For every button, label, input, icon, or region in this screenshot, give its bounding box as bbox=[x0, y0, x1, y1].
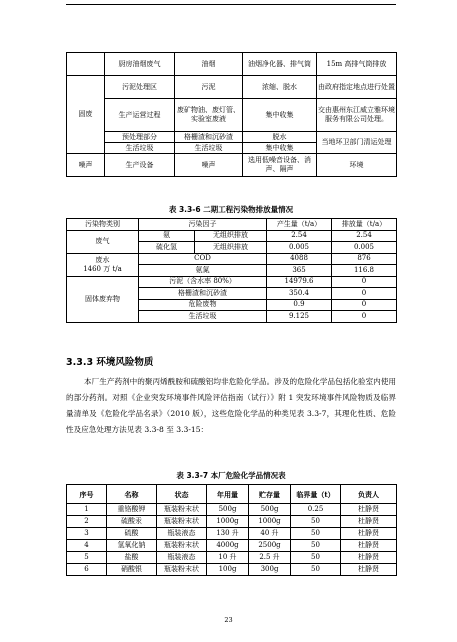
column-header: 临界量（t） bbox=[291, 485, 341, 504]
table-cell: 0.005 bbox=[332, 242, 397, 254]
table-cell: 杜静贤 bbox=[341, 528, 397, 540]
table-row bbox=[67, 99, 397, 132]
table-cell: 4000g bbox=[207, 540, 249, 552]
table-row bbox=[67, 154, 397, 177]
table-cell: 生活垃圾 bbox=[139, 311, 267, 323]
table-row bbox=[67, 528, 397, 540]
table-cell: 交由惠州东江威立雅环境服务有限公司处理。 bbox=[317, 99, 397, 132]
column-header: 状态 bbox=[157, 485, 207, 504]
table-cell: 2.5 升 bbox=[249, 552, 291, 564]
table-cell: 0 bbox=[332, 276, 397, 288]
column-header: 排放量（t/a） bbox=[332, 219, 397, 231]
table-cell: 预处理部分 bbox=[105, 132, 175, 143]
table-cell: 365 bbox=[267, 265, 332, 277]
table-cell: 硫化氢 bbox=[139, 242, 195, 254]
table-caption: 表 3.3-6 二期工程污染物排放量情况 bbox=[168, 205, 294, 214]
table-header-row bbox=[67, 219, 397, 231]
table-cell: 500g bbox=[207, 504, 249, 516]
table-cell: 瓶装粉末状 bbox=[157, 504, 207, 516]
table-header-row bbox=[67, 485, 397, 504]
table-cell: 杜静贤 bbox=[341, 552, 397, 564]
table-cell: 瓶装粉末状 bbox=[157, 564, 207, 576]
table-caption: 表 3.3-7 本厂危险化学品情况表 bbox=[176, 471, 286, 480]
table-row bbox=[67, 552, 397, 564]
column-header: 产生量（t/a） bbox=[267, 219, 332, 231]
table-cell: 10 升 bbox=[207, 552, 249, 564]
table-row bbox=[67, 540, 397, 552]
table-cell: 污泥 bbox=[175, 76, 243, 99]
table-cell: 杜静贤 bbox=[341, 516, 397, 528]
table-cell: 3 bbox=[67, 528, 107, 540]
table-cell: 14979.6 bbox=[267, 276, 332, 288]
section-heading: 3.3.3 环境风险物质 bbox=[66, 357, 154, 368]
table-cell: 无组织排放 bbox=[195, 242, 267, 254]
table-cell: 50 bbox=[291, 528, 341, 540]
table-cell: 15m 高排气筒排放 bbox=[317, 53, 397, 76]
table-cell: 杜静贤 bbox=[341, 504, 397, 516]
table-cell bbox=[67, 53, 105, 76]
table-cell: 氨 bbox=[139, 230, 195, 242]
table-cell: 0.005 bbox=[267, 242, 332, 254]
table-cell: 876 bbox=[332, 253, 397, 265]
table-row bbox=[67, 504, 397, 516]
table-row bbox=[67, 132, 397, 143]
table-cell: 选用低噪音设备、消声、隔声 bbox=[243, 154, 317, 177]
column-header: 贮存量 bbox=[249, 485, 291, 504]
table-cell: 2500g bbox=[249, 540, 291, 552]
table-cell: 1000g bbox=[207, 516, 249, 528]
table-cell: 厨房油烟废气 bbox=[105, 53, 175, 76]
table-cell: 危险废物 bbox=[139, 299, 267, 311]
column-header: 污染物类别 bbox=[67, 219, 139, 231]
table-cell-category: 固废 bbox=[67, 76, 105, 154]
table-cell: 废矿物油、废灯管、实验室废液 bbox=[175, 99, 243, 132]
table-cell: 瓶装粉末状 bbox=[157, 516, 207, 528]
table-cell: 0 bbox=[332, 288, 397, 300]
table-row bbox=[67, 276, 397, 288]
pollution-control-table bbox=[66, 52, 397, 177]
table-row bbox=[67, 516, 397, 528]
table-cell: 0.25 bbox=[291, 504, 341, 516]
table-cell: 生活垃圾 bbox=[105, 143, 175, 154]
table-cell: 氢氧化钠 bbox=[107, 540, 157, 552]
table-cell: 无组织排放 bbox=[195, 230, 267, 242]
table-cell: 格栅渣和沉砂渣 bbox=[139, 288, 267, 300]
table-cell: 0 bbox=[332, 311, 397, 323]
category-sublabel: 1460 万 t/a bbox=[83, 264, 122, 273]
hazardous-chemicals-table bbox=[66, 484, 397, 576]
table-cell: 500g bbox=[249, 504, 291, 516]
table-cell: 环境 bbox=[317, 154, 397, 177]
table-cell: 瓶装液态 bbox=[157, 552, 207, 564]
column-header: 序号 bbox=[67, 485, 107, 504]
body-paragraph bbox=[66, 374, 396, 438]
table-cell: 0.9 bbox=[267, 299, 332, 311]
table-cell: 瓶装粉末状 bbox=[157, 540, 207, 552]
table-cell-category: 噪声 bbox=[67, 154, 105, 177]
table-cell: 9.125 bbox=[267, 311, 332, 323]
column-header: 年用量 bbox=[207, 485, 249, 504]
table-cell: 氨氮 bbox=[139, 265, 267, 277]
table-cell-category bbox=[67, 253, 139, 276]
table-cell: 污泥（含水率 80%） bbox=[139, 276, 267, 288]
header-rule bbox=[66, 4, 396, 5]
table-cell: 50 bbox=[291, 552, 341, 564]
column-header: 污染因子 bbox=[139, 219, 267, 231]
table-cell: 硫酸汞 bbox=[107, 516, 157, 528]
table-cell: 浓缩、脱水 bbox=[243, 76, 317, 99]
table-cell: 生活垃圾 bbox=[175, 143, 243, 154]
table-cell: 1 bbox=[67, 504, 107, 516]
table-cell-category: 固体废弃物 bbox=[67, 276, 139, 322]
table-cell: COD bbox=[139, 253, 267, 265]
table-cell: 350.4 bbox=[267, 288, 332, 300]
table-cell: 4 bbox=[67, 540, 107, 552]
table-cell: 2.54 bbox=[267, 230, 332, 242]
page-number: 23 bbox=[224, 616, 233, 624]
table-row bbox=[67, 53, 397, 76]
table-cell: 由政府指定地点进行处置 bbox=[317, 76, 397, 99]
table-cell: 硝酸银 bbox=[107, 564, 157, 576]
table-cell: 油烟净化器、排气筒 bbox=[243, 53, 317, 76]
table-cell: 集中收集 bbox=[243, 143, 317, 154]
table-cell: 生产运营过程 bbox=[105, 99, 175, 132]
table-cell: 0 bbox=[332, 299, 397, 311]
column-header: 名称 bbox=[107, 485, 157, 504]
paragraph-text: 本厂生产药剂中的聚丙烯酰胺和硫酸铝均非危险化学品。涉及的危险化学品包括化验室内使用的部分药剂。对照《企业突发环境事件风险评估指南（试行）》附 1 突发环境事件风险物质及临界量清单及《危险化学品名录》（2010 版），这些危险化学品的种类见表 3.3-7，其理化性质、危险性及应急处理方法见表 3.3-8 至 3.3-15： bbox=[66, 377, 396, 434]
table-cell: 格栅渣和沉砂渣 bbox=[175, 132, 243, 143]
table-cell: 脱水 bbox=[243, 132, 317, 143]
table-cell: 6 bbox=[67, 564, 107, 576]
table-cell: 116.8 bbox=[332, 265, 397, 277]
table-cell: 50 bbox=[291, 564, 341, 576]
table-cell: 污泥处理区 bbox=[105, 76, 175, 99]
emission-table bbox=[66, 218, 397, 323]
table-row bbox=[67, 76, 397, 99]
table-cell: 4088 bbox=[267, 253, 332, 265]
table-cell: 40 升 bbox=[249, 528, 291, 540]
table-cell: 重铬酸钾 bbox=[107, 504, 157, 516]
table-cell: 300g bbox=[249, 564, 291, 576]
table-cell: 油烟 bbox=[175, 53, 243, 76]
table-cell: 集中收集 bbox=[243, 99, 317, 132]
table-cell: 100g bbox=[207, 564, 249, 576]
table-cell: 杜静贤 bbox=[341, 540, 397, 552]
table-cell: 2 bbox=[67, 516, 107, 528]
table-cell: 5 bbox=[67, 552, 107, 564]
table-cell: 杜静贤 bbox=[341, 564, 397, 576]
table-cell: 盐酸 bbox=[107, 552, 157, 564]
table-row bbox=[67, 230, 397, 242]
table-row bbox=[67, 253, 397, 265]
table-cell: 当地环卫部门清运处理 bbox=[317, 132, 397, 154]
table-cell: 1000g bbox=[249, 516, 291, 528]
table-cell: 2.54 bbox=[332, 230, 397, 242]
table-cell: 130 升 bbox=[207, 528, 249, 540]
category-label: 废水 bbox=[95, 255, 110, 264]
table-cell: 硫酸 bbox=[107, 528, 157, 540]
table-row bbox=[67, 564, 397, 576]
table-cell: 50 bbox=[291, 516, 341, 528]
table-cell: 噪声 bbox=[175, 154, 243, 177]
table-cell: 瓶装液态 bbox=[157, 528, 207, 540]
table-cell-category: 废气 bbox=[67, 230, 139, 253]
table-cell: 生产设备 bbox=[105, 154, 175, 177]
table-cell: 50 bbox=[291, 540, 341, 552]
column-header: 负责人 bbox=[341, 485, 397, 504]
